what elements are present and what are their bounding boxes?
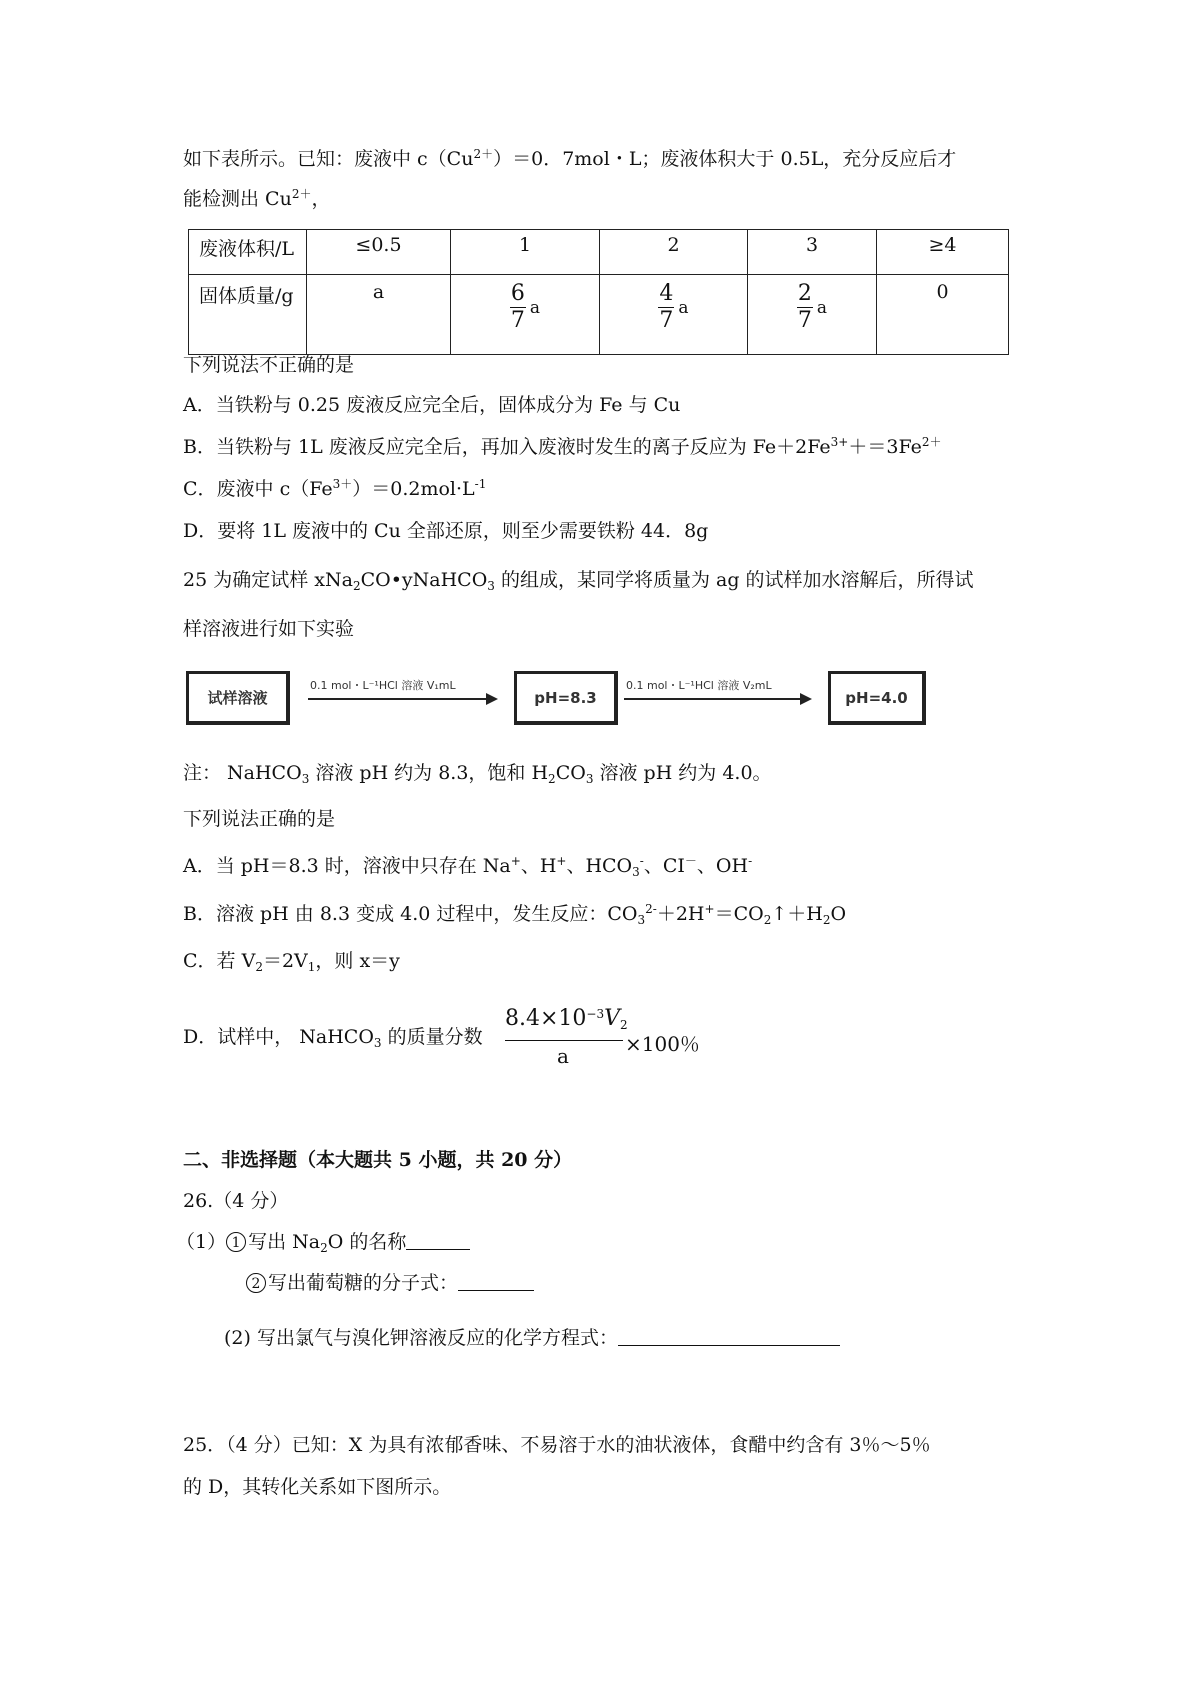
table-cell: 2 <box>600 230 748 275</box>
ph-8-3-box: pH=8.3 <box>514 671 618 725</box>
q25b-line-2: 的 D，其转化关系如下图所示。 <box>183 1476 452 1498</box>
q25-question: 下列说法正确的是 <box>183 808 336 830</box>
titration-flow-diagram <box>186 665 926 737</box>
table-header-mass: 固体质量/g <box>189 275 307 355</box>
arrow-right-icon <box>624 698 810 700</box>
table-row <box>189 275 1009 355</box>
table-header-volume: 废液体积/L <box>189 230 307 275</box>
q25-stem-line-1: 25 为确定试样 xNa$_2$CO•yNaHCO$_3$ 的组成，某同学将质量为 ag 的试样加水溶解后，所得试 <box>183 569 974 593</box>
table-cell: 3 <box>748 230 877 275</box>
sample-solution-box: 试样溶液 <box>186 671 290 725</box>
q26-part-1-1: （1） 1 写出 $Na_2O$ 的名称 <box>176 1229 470 1255</box>
q26-part-1-2: 2 写出葡萄糖的分子式： <box>246 1270 534 1296</box>
q25-stem-line-2: 样溶液进行如下实验 <box>183 618 355 640</box>
q25b-line-1: 25．（4 分）已知：X 为具有浓郁香味、不易溶于水的油状液体，食醋中约含有 3％～5％ <box>183 1434 931 1456</box>
q25-note: 注： NaHCO$_3$ 溶液 pH 约为 8.3，饱和 $H_2CO_3$ 溶液 pH 约为 4.0。 <box>183 762 772 786</box>
ph-4-0-box: pH=4.0 <box>828 671 926 725</box>
q26-head: 26.（4 分） <box>183 1190 289 1212</box>
table-cell: 4 7 a <box>600 275 748 355</box>
answer-blank[interactable] <box>406 1231 470 1250</box>
arrow-right-icon <box>308 698 496 700</box>
answer-blank[interactable] <box>618 1327 840 1346</box>
q25-option-d: D．试样中， NaHCO$_3$ 的质量分数 <box>183 1026 483 1050</box>
q24-option-c: C．废液中 $c(Fe^{3+})=0.2mol\cdot L^{-1}$ <box>183 477 487 500</box>
q26-part-2: (2) 写出氯气与溴化钾溶液反应的化学方程式： <box>224 1325 840 1351</box>
fraction-bar <box>505 1040 623 1041</box>
intro-line-1: 如下表所示。已知：废液中 $c(Cu^{2+})=0$．7mol・L；废液体积大于 0.5L，充分反应后才 <box>183 147 957 170</box>
formula-tail: ×100％ <box>625 1032 700 1056</box>
table-cell: 1 <box>451 230 600 275</box>
formula-numerator: $8.4\times 10^{-3}V_2$ <box>505 1006 628 1032</box>
q24-option-d: D．要将 1L 废液中的 Cu 全部还原，则至少需要铁粉 44．8g <box>183 520 709 542</box>
intro-line-2: 能检测出 $Cu^{2+}$， <box>183 187 331 210</box>
table-cell: ≤0.5 <box>307 230 451 275</box>
table-row <box>189 230 1009 275</box>
table-cell: a <box>307 275 451 355</box>
q24-stem: 下列说法不正确的是 <box>183 354 355 376</box>
table-cell: 2 7 a <box>748 275 877 355</box>
q25-option-c: C．若 $V_2=2V_1$，则 x＝y <box>183 950 400 974</box>
section-2-title: 二、非选择题（本大题共 5 小题，共 20 分） <box>183 1149 573 1171</box>
formula-denominator: a <box>557 1044 569 1068</box>
arrow-label-1: 0.1 mol・L⁻¹HCl 溶液 V₁mL <box>310 679 456 692</box>
answer-blank[interactable] <box>458 1272 534 1291</box>
waste-liquid-table <box>188 229 1009 355</box>
q25-option-b: B．溶液 pH 由 8.3 变成 4.0 过程中，发生反应：$CO_3^{2-}+2H^+=CO_2↑+H_2O$ <box>183 902 847 927</box>
arrow-label-2: 0.1 mol・L⁻¹HCl 溶液 V₂mL <box>626 679 772 692</box>
table-cell: ≥4 <box>877 230 1009 275</box>
q24-option-b: B．当铁粉与 1L 废液反应完全后，再加入废液时发生的离子反应为 $Fe+2Fe^{3+}+=3Fe^{2+}$ <box>183 435 942 458</box>
q25-option-a: A．当 pH＝8.3 时，溶液中只存在 Na+、H+、$HCO_3^-$、CI－、OH- <box>183 854 753 879</box>
q24-option-a: A．当铁粉与 0.25 废液反应完全后，固体成分为 Fe 与 Cu <box>183 394 681 416</box>
table-cell: 0 <box>877 275 1009 355</box>
table-cell: 6 7 a <box>451 275 600 355</box>
